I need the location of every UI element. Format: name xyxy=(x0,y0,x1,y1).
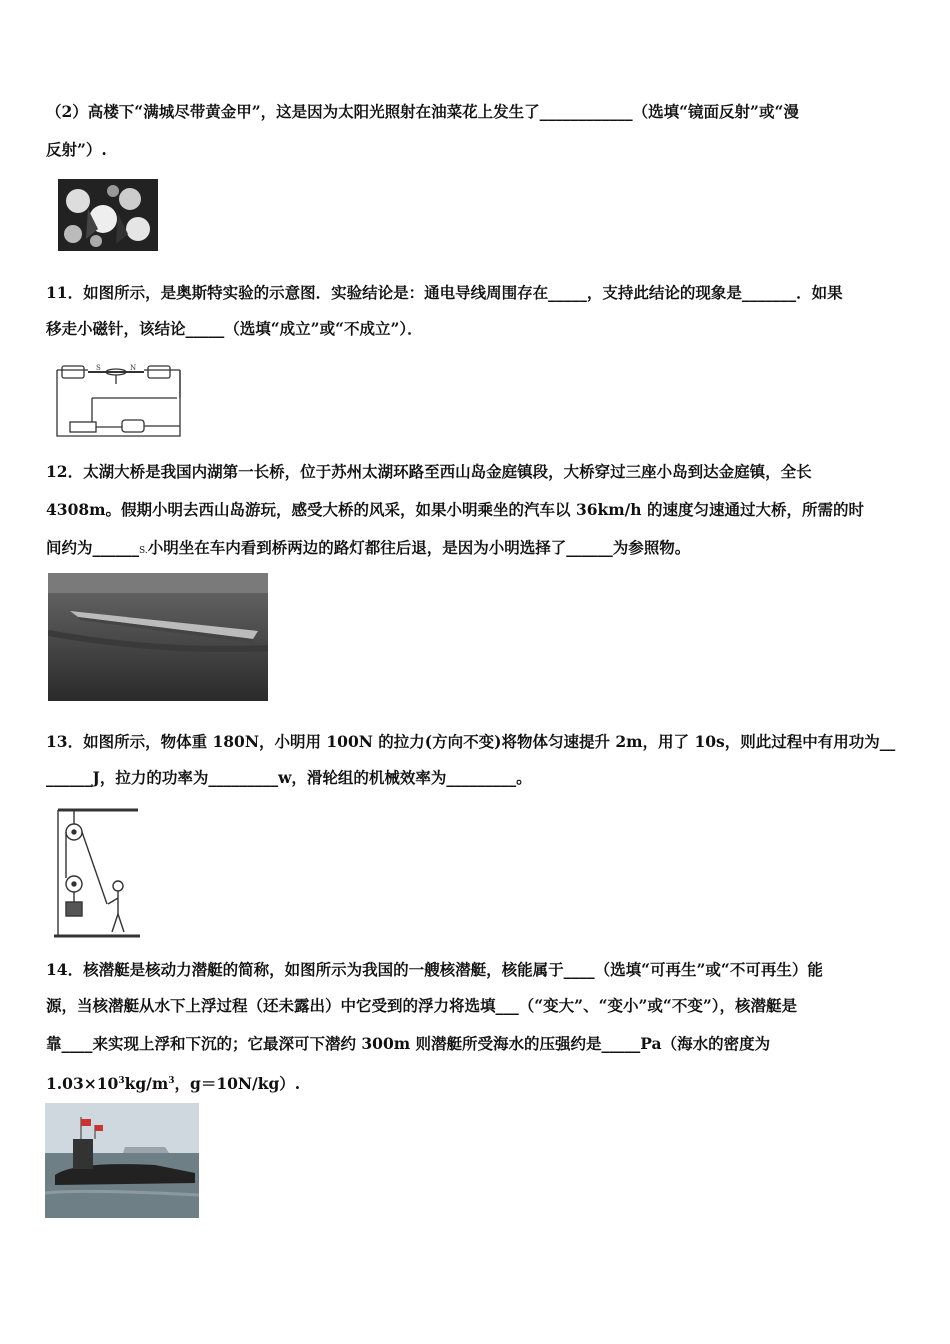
pulley-system-diagram xyxy=(52,806,144,938)
q14-line3: 靠____来实现上浮和下沉的；它最深可下潜约 300m 则潜艇所受海水的压强约是_____Pa（海水的密度为 xyxy=(46,1034,771,1053)
nuclear-submarine-photo xyxy=(45,1103,199,1218)
q10-2-line1: （2）高楼下“满城尽带黄金甲”，这是因为太阳光照射在油菜花上发生了____________（选填“镜面反射”或“漫 xyxy=(46,102,799,121)
q14-density-exp: 3 xyxy=(118,1076,125,1086)
q12-line1: 12．太湖大桥是我国内湖第一长桥，位于苏州太湖环路至西山岛金庭镇段，大桥穿过三座小岛到达金庭镇，全长 xyxy=(46,462,812,481)
q14-line2: 源，当核潜艇从水下上浮过程（还未露出）中它受到的浮力将选填___（“变大”、“变小”或“不变”），核潜艇是 xyxy=(46,996,797,1015)
q11-line1: 11．如图所示，是奥斯特实验的示意图．实验结论是：通电导线周围存在_____，支持此结论的现象是_______．如果 xyxy=(46,283,843,302)
q10-2-line2: 反射”）. xyxy=(46,140,107,159)
rapeseed-flowers-photo xyxy=(58,179,158,251)
q14-gravity: ，g＝10N/kg）. xyxy=(174,1074,301,1094)
q12-line3-part-b: 小明坐在车内看到桥两边的路灯都往后退，是因为小明选择了______为参照物。 xyxy=(147,538,691,557)
q12-line3 xyxy=(46,537,908,562)
q13-line2: ______J，拉力的功率为_________w，滑轮组的机械效率为_________。 xyxy=(46,768,532,787)
q11-line2: 移走小磁针，该结论_____（选填“成立”或“不成立”）． xyxy=(46,319,423,338)
q14-density-a: 1.03×10 xyxy=(46,1074,119,1094)
q12-line3-part-a: 间约为______ xyxy=(46,538,140,557)
needle-label-n: N xyxy=(130,364,137,372)
needle-label-s: S xyxy=(96,364,101,372)
oersted-experiment-diagram xyxy=(52,358,197,440)
taihu-bridge-photo xyxy=(48,573,268,701)
q12-line2: 4308m。假期小明去西山岛游玩，感受大桥的风采，如果小明乘坐的汽车以 36km/h 的速度匀速通过大桥，所需的时 xyxy=(46,500,864,519)
q14-line4 xyxy=(46,1070,908,1095)
q14-density-unit: kg/m xyxy=(124,1074,169,1094)
q14-line1: 14．核潜艇是核动力潜艇的简称，如图所示为我国的一艘核潜艇，核能属于____（选填“可再生”或“不可再生）能 xyxy=(46,960,823,979)
q13-line1: 13．如图所示，物体重 180N，小明用 100N 的拉力(方向不变)将物体匀速提升 2m，用了 10s，则此过程中有用功为__ xyxy=(46,732,896,751)
q12-unit-s: S. xyxy=(139,546,148,556)
q14-density-unit-exp: 3 xyxy=(168,1076,175,1086)
